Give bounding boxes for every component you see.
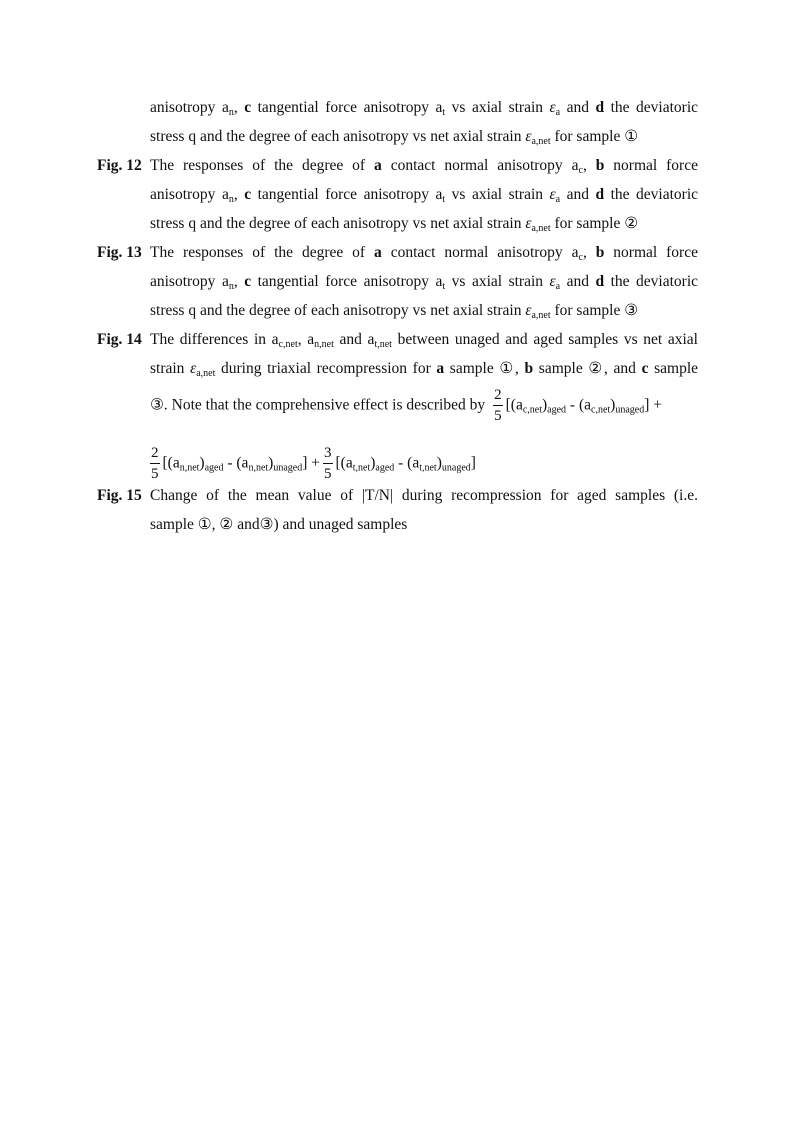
fig15-line-1: Change of the mean value of |T/N| during recompression for aged samples (i.e. — [150, 487, 698, 504]
fig14-line-3: ③. Note that the comprehensive effect is described by $\frac{2}{5}$ $[(a_{c,net})_{aged} - (a_{c,net})_{unaged}]$ + — [150, 387, 662, 424]
fig13-line-2: anisotropy $a_n$, c tangential force anisotropy $a_t$ vs axial strain $\varepsilon_a$ and d the deviatoric — [150, 273, 699, 292]
fig13-line-3: stress q and the degree of each anisotropy vs net axial strain $\varepsilon_{a,net}$ for sample ③ — [150, 302, 639, 321]
fig12-line-2: anisotropy $a_n$, c tangential force anisotropy $a_t$ vs axial strain $\varepsilon_a$ and d the deviatoric — [150, 186, 699, 205]
fig14-line-1: The differences in $a_{c,net}$, $a_{n,net}$ and $a_{t,net}$ between unaged and aged samples vs net axial — [150, 331, 698, 350]
fig13-line-1: The responses of the degree of a contact normal anisotropy $a_c$, b normal force — [150, 244, 698, 263]
fig12-line-3: stress q and the degree of each anisotropy vs net axial strain $\varepsilon_{a,net}$ for sample ② — [150, 215, 639, 234]
fig12-label: Fig. 12 — [97, 157, 142, 174]
fraction-two-fifths: $\frac{2}{5}$ — [151, 445, 159, 482]
fig13-label: Fig. 13 — [97, 244, 142, 261]
fraction-two-fifths: $\frac{2}{5}$ — [494, 387, 502, 424]
fig15-line-2: sample ①, ② and③) and unaged samples — [150, 516, 408, 533]
fraction-three-fifths: $\frac{3}{5}$ — [324, 445, 332, 482]
fig12-line-1: The responses of the degree of a contact normal anisotropy $a_c$, b normal force — [150, 157, 698, 176]
fig14-label: Fig. 14 — [97, 331, 142, 348]
caption-cont-line-1: anisotropy $a_n$, c tangential force anisotropy $a_t$ vs axial strain $\varepsilon_a$ and d the deviatoric — [150, 99, 699, 118]
fig14-line-4: $\frac{2}{5}$ $[(a_{n,net})_{aged} - (a_{n,net})_{unaged}]$ + $\frac{3}{5}$ $[(a_{t,net})_{aged} - (a_{t,net})_{unaged}]$ — [151, 445, 476, 482]
fig14-line-2: strain $\varepsilon_{a,net}$ during triaxial recompression for a sample ①, b sample ②, and c sample — [150, 360, 699, 379]
caption-cont-line-2: stress q and the degree of each anisotropy vs net axial strain $\varepsilon_{a,net}$ for sample ① — [150, 128, 639, 147]
fig15-label: Fig. 15 — [97, 487, 142, 504]
